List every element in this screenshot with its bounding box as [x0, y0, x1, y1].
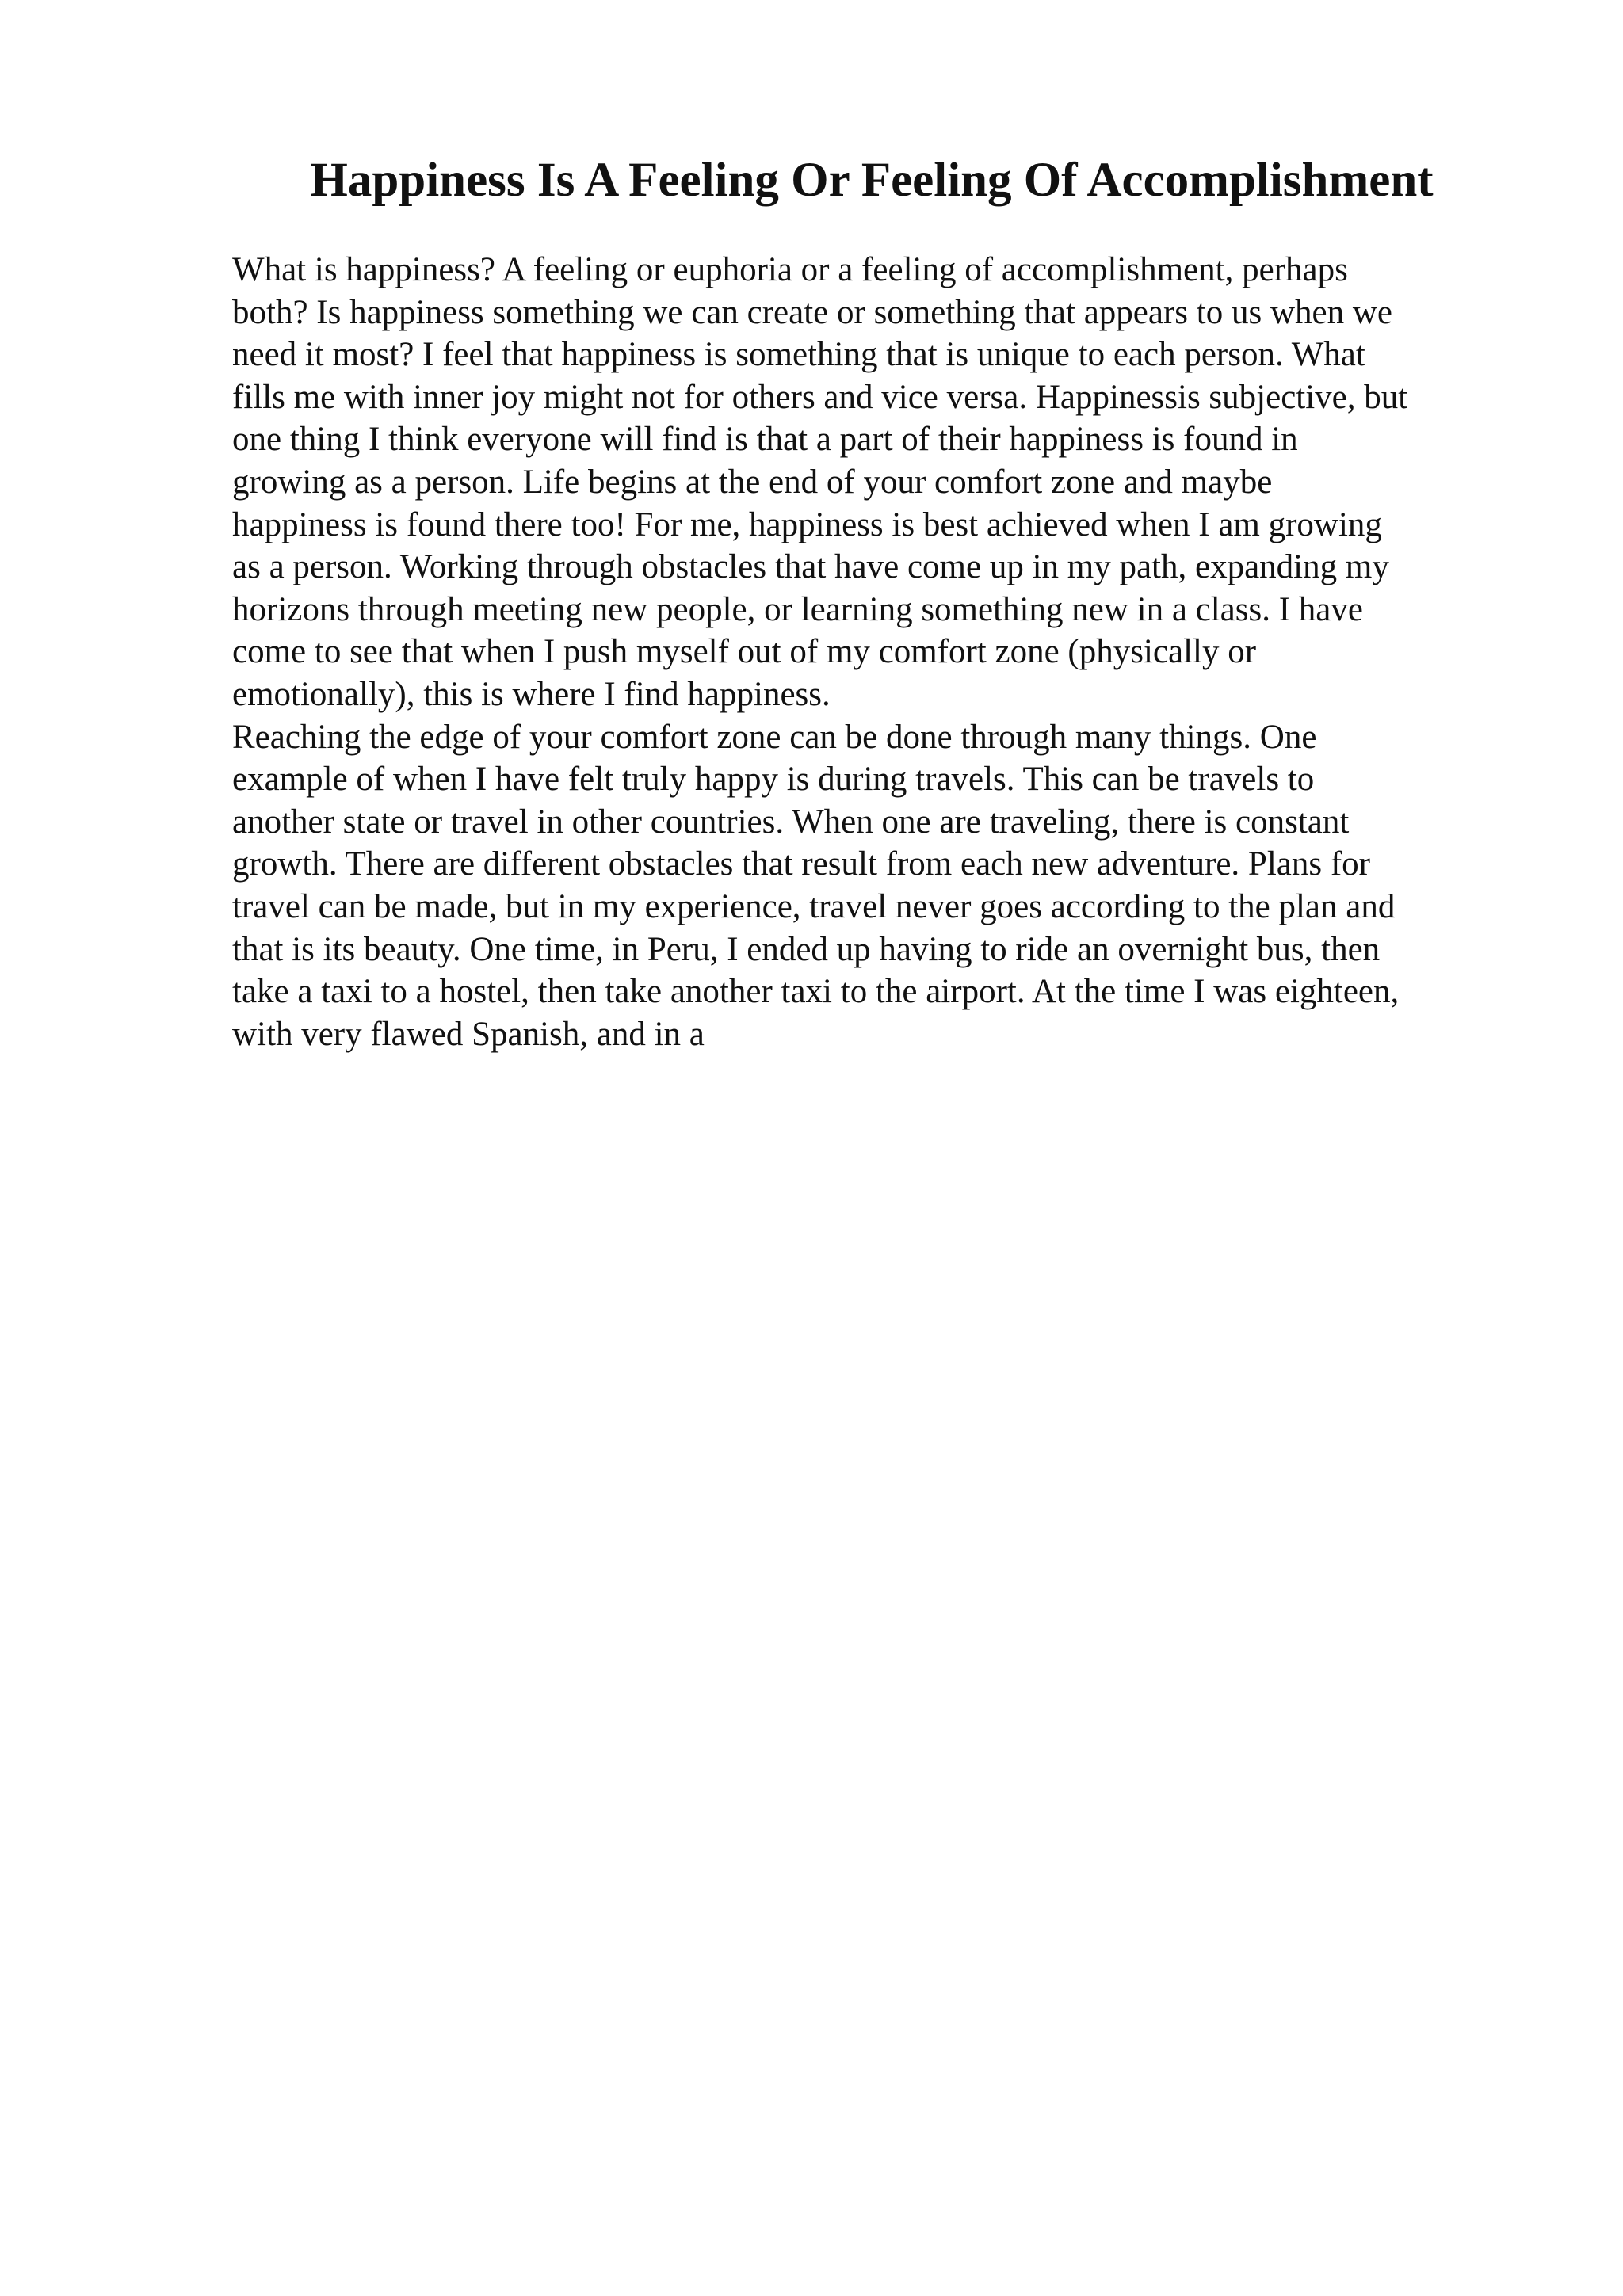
body-line: What is happiness? A feeling or euphoria or a feeling of accomplishment, perhaps	[232, 251, 1348, 288]
body-line: example of when I have felt truly happy is during travels. This can be travels to	[232, 761, 1315, 799]
body-line: one thing I think everyone will find is that a part of their happiness is found in	[232, 421, 1298, 459]
body-line: Reaching the edge of your comfort zone can be done through many things. One	[232, 718, 1317, 756]
body-line: travel can be made, but in my experience, travel never goes according to the plan and	[232, 887, 1396, 925]
body-line: as a person. Working through obstacles that have come up in my path, expanding my	[232, 548, 1389, 586]
body-line: take a taxi to a hostel, then take another taxi to the airport. At the time I was eighteen,	[232, 973, 1400, 1011]
document-body	[232, 249, 1532, 1055]
body-line: happiness is found there too! For me, happiness is best achieved when I am growing	[232, 505, 1382, 543]
body-line: that is its beauty. One time, in Peru, I ended up having to ride an overnight bus, then	[232, 930, 1381, 968]
body-line: fills me with inner joy might not for others and vice versa. Happinessis subjective, but	[232, 378, 1408, 416]
body-line: another state or travel in other countries. When one are traveling, there is constant	[232, 803, 1350, 841]
document-title: Happiness Is A Feeling Or Feeling Of Accomplishment	[310, 154, 1434, 207]
body-line: come to see that when I push myself out of my comfort zone (physically or	[232, 633, 1257, 671]
body-line: both? Is happiness something we can create or something that appears to us when we	[232, 293, 1392, 331]
body-line: growth. There are different obstacles that result from each new adventure. Plans for	[232, 845, 1370, 883]
body-line: growing as a person. Life begins at the end of your comfort zone and maybe	[232, 463, 1273, 501]
body-line: need it most? I feel that happiness is something that is unique to each person. What	[232, 336, 1365, 374]
body-line: horizons through meeting new people, or learning something new in a class. I have	[232, 590, 1363, 628]
body-line: emotionally), this is where I find happiness.	[232, 675, 831, 713]
body-line: with very flawed Spanish, and in a	[232, 1015, 705, 1053]
